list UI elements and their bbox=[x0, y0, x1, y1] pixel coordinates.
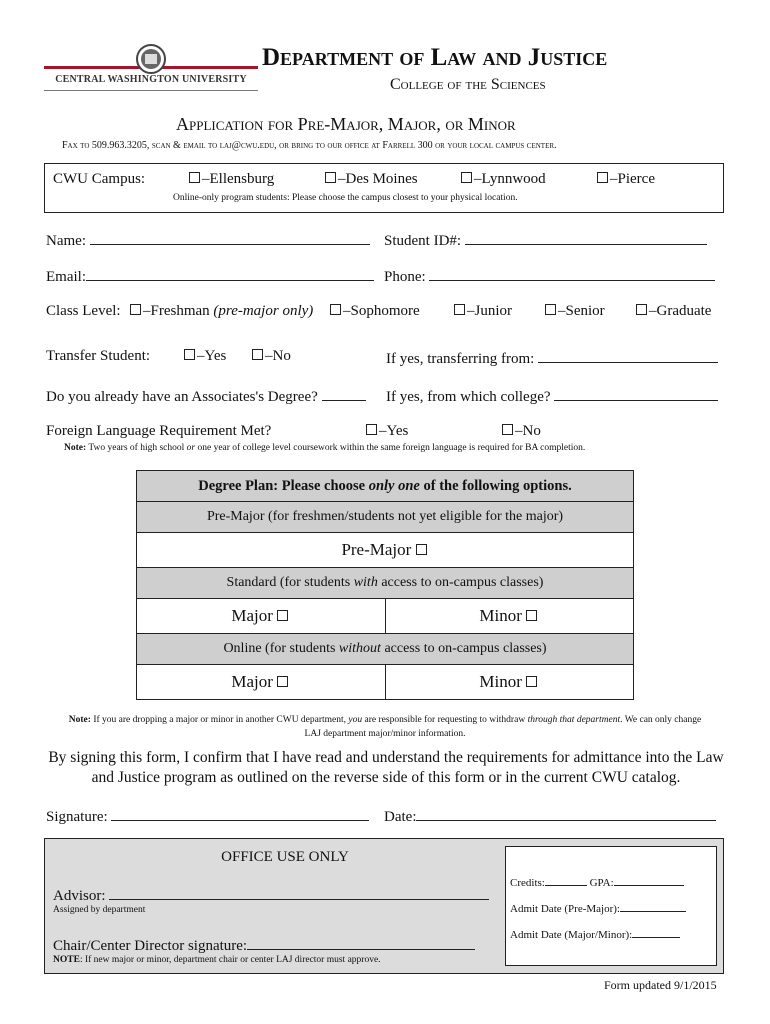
university-logo bbox=[44, 42, 258, 98]
student-id-label: Student ID#: bbox=[384, 233, 462, 249]
checkbox[interactable] bbox=[454, 304, 465, 315]
transfer-no[interactable]: –No bbox=[252, 348, 291, 365]
foreign-language-no[interactable]: –No bbox=[502, 423, 541, 440]
online-description: Online (for students without access to on-campus classes) bbox=[137, 634, 634, 665]
online-major-option[interactable]: Major bbox=[137, 665, 386, 700]
college-subtitle: College of the Sciences bbox=[390, 76, 546, 93]
campus-box bbox=[44, 163, 724, 213]
transfer-from-label: If yes, transferring from: bbox=[386, 351, 535, 367]
chair-label: Chair/Center Director signature: bbox=[53, 938, 248, 954]
office-use-box bbox=[44, 838, 724, 974]
admit-pre-field[interactable] bbox=[620, 901, 686, 912]
associates-college-row bbox=[386, 386, 718, 406]
degree-plan-table bbox=[136, 470, 634, 700]
standard-minor-option[interactable]: Minor bbox=[385, 599, 634, 634]
email-field[interactable] bbox=[86, 266, 374, 281]
freshman-note: (pre-major only) bbox=[213, 303, 314, 319]
checkbox[interactable] bbox=[597, 172, 608, 183]
signature-field[interactable] bbox=[111, 806, 369, 821]
student-id-row bbox=[384, 230, 707, 250]
university-name: CENTRAL WASHINGTON UNIVERSITY bbox=[55, 74, 247, 85]
date-row bbox=[384, 806, 716, 826]
checkbox[interactable] bbox=[461, 172, 472, 183]
associates-college-field[interactable] bbox=[554, 386, 718, 401]
campus-ellensburg[interactable]: –Ellensburg bbox=[189, 171, 274, 188]
checkbox[interactable] bbox=[366, 424, 377, 435]
student-id-field[interactable] bbox=[465, 230, 707, 245]
form-title: Application for Pre-Major, Major, or Minor bbox=[176, 114, 516, 134]
standard-major-option[interactable]: Major bbox=[137, 599, 386, 634]
class-level-label: Class Level: bbox=[46, 303, 121, 319]
email-row bbox=[46, 266, 374, 286]
admin-box bbox=[505, 846, 717, 966]
seal-icon bbox=[44, 42, 258, 98]
office-note: NOTE: If new major or minor, department chair or center LAJ director must approve. bbox=[53, 955, 381, 965]
associates-row bbox=[46, 386, 366, 406]
signature-label: Signature: bbox=[46, 809, 108, 825]
checkbox[interactable] bbox=[277, 676, 288, 687]
foreign-language-note: Note: Two years of high school or one year of college level coursework within the same foreign language is required for BA completion. bbox=[64, 443, 586, 453]
advisor-label: Advisor: bbox=[53, 888, 106, 904]
foreign-language-yes[interactable]: –Yes bbox=[366, 423, 408, 440]
transfer-yes[interactable]: –Yes bbox=[184, 348, 226, 365]
checkbox[interactable] bbox=[184, 349, 195, 360]
drop-note: Note: If you are dropping a major or minor in another CWU department, you are responsible for requesting to withdraw through that department. We can only change LAJ department major/minor information. bbox=[68, 715, 702, 739]
office-use-title: OFFICE USE ONLY bbox=[221, 849, 349, 865]
department-title: Department of Law and Justice bbox=[262, 44, 608, 71]
phone-row bbox=[384, 266, 715, 286]
credits-field[interactable] bbox=[545, 875, 587, 886]
advisor-field[interactable] bbox=[109, 885, 489, 900]
admit-major-row: Admit Date (Major/Minor): bbox=[510, 927, 680, 941]
online-minor-option[interactable]: Minor bbox=[385, 665, 634, 700]
gpa-field[interactable] bbox=[614, 875, 684, 886]
signature-row bbox=[46, 806, 369, 826]
premajor-description: Pre-Major (for freshmen/students not yet eligible for the major) bbox=[137, 502, 634, 533]
class-junior[interactable]: –Junior bbox=[454, 303, 512, 320]
form-updated: Form updated 9/1/2015 bbox=[604, 978, 717, 992]
premajor-option[interactable]: Pre-Major bbox=[137, 533, 634, 568]
campus-des-moines[interactable]: –Des Moines bbox=[325, 171, 418, 188]
campus-note: Online-only program students: Please choose the campus closest to your physical location. bbox=[173, 193, 518, 203]
assigned-note: Assigned by department bbox=[53, 905, 146, 915]
transfer-label: Transfer Student: bbox=[46, 348, 151, 364]
standard-description: Standard (for students with access to on-campus classes) bbox=[137, 568, 634, 599]
name-field[interactable] bbox=[90, 230, 370, 245]
checkbox[interactable] bbox=[252, 349, 263, 360]
chair-field[interactable] bbox=[247, 935, 475, 950]
associates-question: Do you already have an Associates's Degree? bbox=[46, 389, 318, 405]
admit-pre-row: Admit Date (Pre-Major): bbox=[510, 901, 686, 915]
date-field[interactable] bbox=[416, 806, 716, 821]
class-sophomore[interactable]: –Sophomore bbox=[330, 303, 420, 320]
name-row bbox=[46, 230, 370, 250]
checkbox[interactable] bbox=[502, 424, 513, 435]
associates-college-label: If yes, from which college? bbox=[386, 389, 551, 405]
checkbox[interactable] bbox=[325, 172, 336, 183]
checkbox[interactable] bbox=[277, 610, 288, 621]
campus-label: CWU Campus: bbox=[53, 171, 146, 187]
phone-field[interactable] bbox=[429, 266, 715, 281]
checkbox[interactable] bbox=[545, 304, 556, 315]
checkbox[interactable] bbox=[189, 172, 200, 183]
agreement-text: By signing this form, I confirm that I have read and understand the requirements for admittance into the Law and Justice program as outlined on the reverse side of this form or in the current CWU catalog. bbox=[48, 749, 724, 786]
transfer-from-field[interactable] bbox=[538, 348, 718, 363]
class-freshman[interactable]: –Freshman (pre-major only) bbox=[130, 303, 313, 320]
checkbox[interactable] bbox=[636, 304, 647, 315]
checkbox[interactable] bbox=[526, 676, 537, 687]
checkbox[interactable] bbox=[130, 304, 141, 315]
transfer-from-row bbox=[386, 348, 718, 368]
name-label: Name: bbox=[46, 233, 86, 249]
checkbox[interactable] bbox=[330, 304, 341, 315]
class-graduate[interactable]: –Graduate bbox=[636, 303, 711, 320]
class-senior[interactable]: –Senior bbox=[545, 303, 605, 320]
advisor-row bbox=[53, 885, 489, 905]
credits-row: Credits: GPA: bbox=[510, 875, 684, 889]
email-label: Email: bbox=[46, 269, 86, 285]
campus-pierce[interactable]: –Pierce bbox=[597, 171, 655, 188]
chair-row bbox=[53, 935, 475, 955]
degree-plan-header: Degree Plan: Please choose only one of the following options. bbox=[137, 471, 634, 502]
checkbox[interactable] bbox=[526, 610, 537, 621]
checkbox[interactable] bbox=[416, 544, 427, 555]
associates-field[interactable] bbox=[322, 386, 366, 401]
foreign-language-question: Foreign Language Requirement Met? bbox=[46, 423, 272, 439]
submit-instructions: Fax to 509.963.3205, scan & email to laj@cwu.edu, or bring to our office at Farrell 300 or your local campus center. bbox=[62, 140, 557, 151]
date-label: Date: bbox=[384, 809, 417, 825]
campus-lynnwood[interactable]: –Lynnwood bbox=[461, 171, 546, 188]
phone-label: Phone: bbox=[384, 269, 426, 285]
admit-major-field[interactable] bbox=[632, 927, 680, 938]
